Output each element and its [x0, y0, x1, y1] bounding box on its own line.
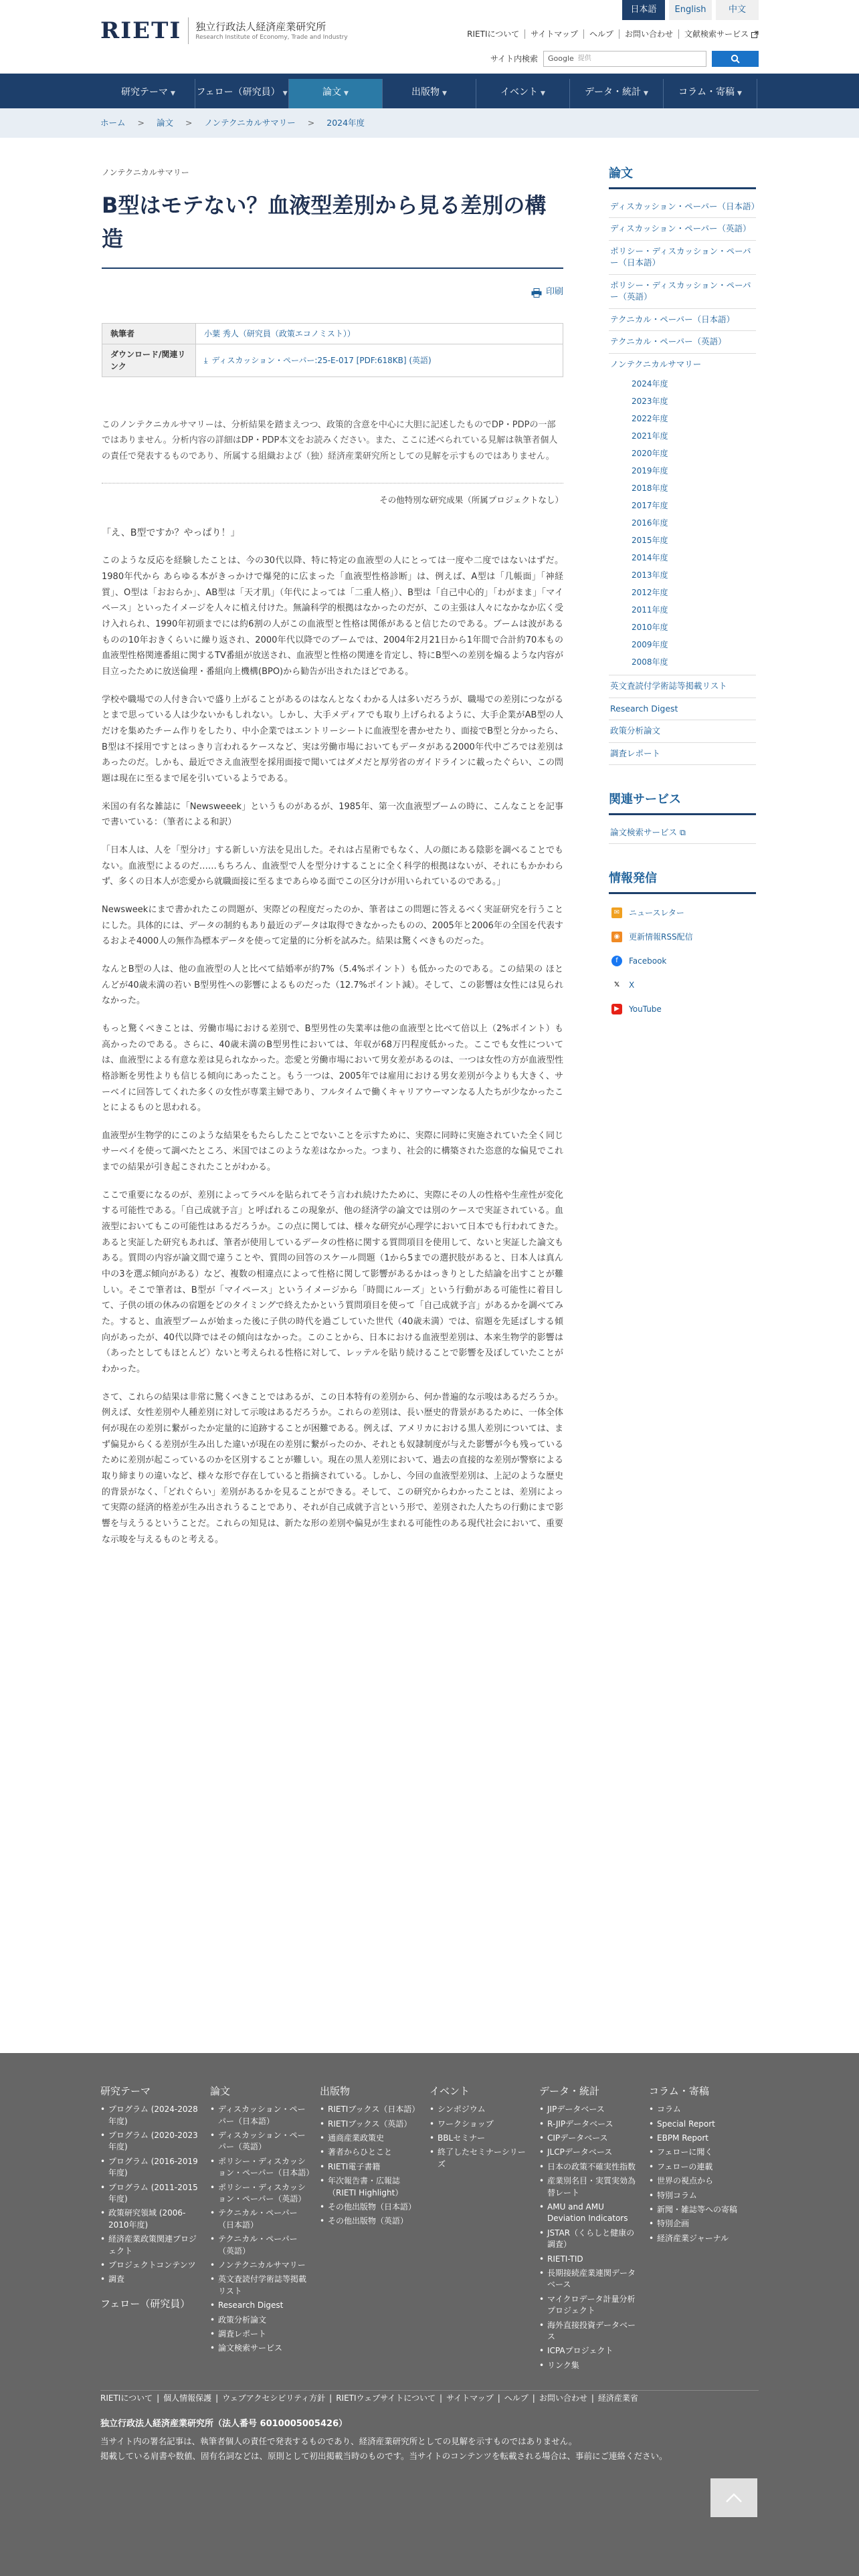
author-link[interactable]: 小葉 秀人（研究員（政策エコノミスト））: [204, 328, 355, 338]
util-about-label: RIETIについて: [467, 29, 520, 39]
newsletter-label: ニュースレター: [629, 907, 684, 918]
util-literature-search[interactable]: [679, 29, 759, 39]
util-about[interactable]: [462, 29, 525, 39]
footer-link[interactable]: • RIETIブックス（英語）: [320, 2119, 430, 2130]
newsletter-link[interactable]: [609, 901, 756, 925]
utility-links: [462, 29, 759, 39]
sidebar-item-research-digest[interactable]: Research Digest: [609, 698, 756, 721]
nav-events[interactable]: [476, 79, 570, 108]
footer-link[interactable]: • 経済産業ジャーナル: [649, 2233, 759, 2244]
sidebar-item-policy-analysis[interactable]: 政策分析論文: [609, 720, 756, 743]
footer-org: 独立行政法人経済産業研究所（法人番号 6010005005426）: [100, 2419, 348, 2429]
org-name-en: Research Institute of Economy, Trade and Industry: [195, 33, 348, 41]
footer-link[interactable]: • JLCPデータベース: [539, 2147, 649, 2158]
youtube-icon: ▶: [611, 1004, 622, 1014]
footer-column-title[interactable]: データ・統計: [539, 2085, 600, 2097]
footer-link[interactable]: • ICPAプロジェクト: [539, 2345, 649, 2357]
paragraph: 学校や職場での人付き合いで盛り上がることがあるのはなんとなくわかる人は多いだろうが、職場での差別につながるとまで思っている人は少ないかもしれない。しかし、大手メディアでも取り上げられるように、大手企業がAB型の人だけを集めたチーム作りをしたり、中小企業ではエントリーシートに血液型を書かせたり、面接でB型と分かったら、B型は不採用ですとはっきり言われるケースなど、実は労働市場においてもデータがある2000年代中ごろでは差別はあったのだ。しかも、最近でさえ血液型を採用面接で聞いてはダメだと厚労省のガイドラインに載ったぐらい、この問題は現在に至るまで尾を引いているようである。: [102, 694, 563, 784]
footer-link[interactable]: • 新聞・雑誌等への寄稿: [649, 2204, 759, 2216]
footer-link-separator: |: [215, 2393, 219, 2403]
footer-link[interactable]: • フェローの連載: [649, 2161, 759, 2173]
footer-link[interactable]: • 終了したセミナーシリーズ: [430, 2147, 539, 2170]
paragraph: Newsweekにまで書かれたこの問題が、実際どの程度だったのか、筆者はこの問題に答えるべく実証研究を行うことにした。具体的には、データの制約もあり最近のデータは取得できなかったものの、2005年と2006年の全国を代表するおよそ4000人の無作為標本データを使って定量的に分析を試みた。結果は驚くべきものだった。: [102, 904, 563, 947]
footer-link[interactable]: • JIPデータベース: [539, 2104, 649, 2115]
nav-publications[interactable]: [383, 79, 476, 108]
sidebar-item-dp-en[interactable]: ディスカッション・ペーパー（英語）: [609, 218, 756, 241]
sidebar-item-dp-jp[interactable]: ディスカッション・ペーパー（日本語）: [609, 196, 756, 219]
footer-link[interactable]: • EBPM Report: [649, 2133, 759, 2144]
sidebar-year-item[interactable]: 2015年度: [632, 536, 668, 545]
search-button[interactable]: [712, 51, 759, 67]
sidebar-year-list: [609, 375, 756, 671]
lang-japanese[interactable]: 日本語: [622, 0, 665, 20]
breadcrumb-home[interactable]: ホーム: [100, 118, 126, 128]
footer-link[interactable]: • 特別企画: [649, 2218, 759, 2230]
footer-link[interactable]: • BBLセミナー: [430, 2133, 539, 2144]
sidebar-item-nontech[interactable]: ノンテクニカルサマリー: [610, 358, 702, 369]
nav-label: 出版物: [411, 87, 440, 98]
dp-download-link[interactable]: ディスカッション・ペーパー:25-E-017 [PDF:618KB] (英語): [211, 355, 432, 365]
footer-link[interactable]: • 論文検索サービス: [210, 2343, 320, 2354]
logo-mark: RIETI: [100, 17, 182, 44]
nav-label: フェロー（研究員）: [196, 87, 280, 98]
footer-link[interactable]: • プログラム (2024-2028年度): [100, 2104, 210, 2127]
author-cell: [196, 323, 563, 344]
footer-divider: [100, 2390, 759, 2391]
footer-link[interactable]: • 年次報告書・広報誌（RIETI Highlight）: [320, 2175, 430, 2199]
footer-link-separator: |: [497, 2393, 500, 2403]
sidebar-item-survey-report[interactable]: 調査レポート: [609, 743, 756, 766]
paragraph: さて、これらの結果は非常に驚くべきことではあるが、この日本特有の差別から、何か普遍的な示唆はあるだろうか。例えば、女性差別や人種差別に対して示唆はあるだろうか。これらの差別は、長い歴史的背景があるために、一体全体何が現在の差別に繋がったか定量的に追跡することが困難である。例えば、アメリカにおける黒人差別については、まず偏見からくる差別が生み出した違いが現在の差別に繋がったのか、それとも奴隷制度が与えた影響が今も残っているために差別が起こっているのかを区別することが難しい。現在の黒人差別において、過去の直接的な差別が警察による取り締まりの違いなど、様々な形で存在していると指摘されている。しかし、今回の血液型差別は、上記のような歴史的背景がなく、「どれぐらい」差別があるかを見ることができる。そして、この研究からわかったことは、差別によって実際の経済的格差が生み出されうることであり、それが自己成就予言という形で、差別された人たちの行動にまで影響を与えうるということだ。これらの知見は、新たな形の差別や偏見が生まれる可能性のある現代社会において、重要な示唆を与えるものと考える。: [102, 1392, 563, 1545]
x-link[interactable]: [609, 973, 756, 997]
footer-link[interactable]: • RIETIブックス（日本語）: [320, 2104, 430, 2115]
sidebar-year-item[interactable]: 2013年度: [632, 570, 668, 580]
global-nav: [0, 74, 859, 108]
breadcrumb-papers[interactable]: 論文: [157, 118, 174, 128]
footer-column: [320, 2082, 430, 2371]
nav-data[interactable]: [570, 79, 664, 108]
footer-column-title[interactable]: コラム・寄稿: [649, 2085, 709, 2097]
sidebar-item-pdp-jp[interactable]: ポリシー・ディスカッション・ペーパー（日本語）: [609, 241, 756, 275]
download-cell: [196, 344, 563, 377]
breadcrumb: [0, 108, 859, 138]
sidebar-year-item[interactable]: 2008年度: [632, 657, 668, 667]
footer-link[interactable]: • 海外直接投資データベース: [539, 2320, 649, 2343]
paragraph: このような反応を経験したことは、今の30代以降、特に特定の血液型の人にとっては一度や二度ではないはずだ。1980年代から あらゆる本がきっかけで爆発的に広まった「血液型性格診断」は、例えば、A型は「几帳面」「神経質」、O型は「おおらか」、AB型は「天才肌」（年代によっては「二重人格」）、B型は「自己中心的」「わがまま」「マイペース」といったイメージを人々に植え付けた。無論科学的根拠はなかったのだが、この主張は人々になかなか広く受け入れられ、1990年初頭までには約6割の人がこの血液型と性格は関係があると信じたのである。ブームは波があるものの10年おきくらいに繰り返され、2000年代以降でのブームでは、2004年2月21日から1年間で合計約70本もの血液型性格関連番組に関するTV番組が放送され、血液型と性格の関連を肯定し、特にB型への差別を煽るような内容が目立ったために放送倫理・番組向上機構(BPO)から勧告が出されたほどである。: [102, 556, 563, 677]
footer-link[interactable]: • プログラム (2020-2023年度): [100, 2130, 210, 2153]
article: [102, 163, 563, 1547]
nav-label: コラム・寄稿: [678, 87, 735, 98]
article-category: ノンテクニカルサマリー: [102, 168, 189, 177]
sidebar-info: [609, 868, 756, 1021]
util-sitemap-label: サイトマップ: [531, 29, 578, 39]
sidebar-item-journal-list[interactable]: 英文査読付学術誌等掲載リスト: [609, 675, 756, 698]
paragraph: 「日本人は、人を「型分け」する新しい方法を見出した。それは占星術でもなく、人の顔にある陰影を調べることでもない。血液型によるのだ……もちろん、血液型で人を型分けすることに全く科学的根拠はないが、それにもかかわらず、多くの日本人が恋愛から就職面接に至るまであらゆる面でこの区分けが用いられているのである。」: [102, 845, 563, 887]
footer-links: [100, 2391, 642, 2405]
footer-fellows-title[interactable]: フェロー（研究員）: [100, 2297, 191, 2310]
rss-icon: ◉: [611, 932, 622, 942]
disclaimer-note: このノンテクニカルサマリーは、分析結果を踏まえつつ、政策的含意を中心に大胆に記述したものでDP・PDPの一部ではありません。分析内容の詳細はDP・PDP本文をお読みください。また、ここに述べられている見解は執筆者個人の責任で発表するものであり、所属する組織および（独）経済産業研究所としての見解を示すものではありません。: [102, 419, 558, 461]
footer-link[interactable]: • JSTAR（くらしと健康の調査）: [539, 2228, 649, 2251]
footer-link[interactable]: • ノンテクニカルサマリー: [210, 2260, 320, 2271]
lang-english[interactable]: English: [669, 0, 712, 20]
sidebar-services-title: 関連サービス: [609, 789, 756, 815]
sidebar-item-tp-jp[interactable]: テクニカル・ペーパー（日本語）: [609, 309, 756, 332]
site-logo[interactable]: [100, 17, 348, 44]
sidebar-item-paper-search[interactable]: [609, 822, 756, 845]
sidebar-year-item[interactable]: 2022年度: [632, 414, 668, 423]
footer-link-separator: |: [329, 2393, 332, 2403]
footer-link[interactable]: • 長期接続産業連関データベース: [539, 2268, 649, 2291]
nav-papers[interactable]: [289, 79, 383, 108]
nav-fellows[interactable]: [195, 79, 289, 108]
footer-link[interactable]: • 調査: [100, 2274, 210, 2285]
article-body: [102, 553, 563, 1547]
util-contact[interactable]: [619, 29, 679, 39]
footer-link[interactable]: • ポリシー・ディスカッション・ペーパー（英語）: [210, 2182, 320, 2206]
footer-link-separator: |: [440, 2393, 443, 2403]
rss-label: 更新情報RSS配信: [629, 932, 693, 942]
print-button[interactable]: [102, 285, 563, 300]
youtube-link[interactable]: [609, 997, 756, 1021]
org-name-jp: 独立行政法人経済産業研究所: [195, 20, 326, 33]
chevron-down-icon: ▼: [282, 90, 288, 97]
nav-label: データ・統計: [585, 87, 642, 98]
util-help[interactable]: [584, 29, 619, 39]
sidebar-year-item[interactable]: 2020年度: [632, 449, 668, 458]
util-literature-label: 文献検索サービス: [684, 29, 749, 39]
sidebar-year-item[interactable]: 2016年度: [632, 518, 668, 528]
search-label: サイト内検索: [490, 53, 538, 64]
facebook-link[interactable]: [609, 949, 756, 973]
chevron-down-icon: ▼: [644, 90, 648, 97]
sidebar-papers-title: 論文: [609, 163, 756, 189]
footer-bottom-link[interactable]: お問い合わせ: [539, 2393, 587, 2403]
lang-chinese[interactable]: 中文: [716, 0, 759, 20]
footer-link[interactable]: • 調査レポート: [210, 2329, 320, 2340]
footer-link[interactable]: • RIETI-TID: [539, 2254, 649, 2265]
breadcrumb-separator: >: [185, 118, 193, 128]
footer-copy: [100, 2434, 763, 2464]
logo-divider: [188, 17, 189, 44]
footer-link[interactable]: • シンポジウム: [430, 2104, 539, 2115]
chevron-down-icon: ▼: [344, 90, 349, 97]
nav-label: 論文: [322, 87, 342, 98]
sidebar-year-item[interactable]: 2023年度: [632, 397, 668, 406]
footer-link[interactable]: • テクニカル・ペーパー（英語）: [210, 2234, 320, 2257]
footer-link[interactable]: • ポリシー・ディスカッション・ペーパー（日本語）: [210, 2156, 320, 2179]
facebook-label: Facebook: [629, 956, 667, 966]
footer-link[interactable]: • プログラム (2016-2019年度): [100, 2156, 210, 2179]
util-contact-label: お問い合わせ: [624, 29, 673, 39]
paragraph: ここで重要になるのが、差別によってラベルを貼られてそう言われ続けたために、実際にその人の性格や生産性が変化する可能性である。「自己成就予言」と呼ばれるこの現象が、他の経済学の論文では別のケースで実証されている。血液型においてもこの可能性はあるだろうか。この点に関しては、様々な研究が心理学において日本でも行われてきた。あると実証した研究もあれば、筆者が使用しているデータの性格に関する質問項目を使用して、ないと実証した論文もある。質問の内容が論文間で違うことや、質問の回答のスケール問題（1から5までの選択肢があると、日本人は真ん中の3を選ぶ傾向がある）など、複数の相違点によって性格に関して影響があるかはっきりとした結論を出すことが難しい。そこで筆者は、B型が「マイペース」というイメージから「時間にルーズ」という行動がある可能性に着目して、子供の頃の休みの宿題をどのタイミングで終えたかという質問項目を使って「自己成就予言」があるかを調べてみた。すると、血液型ブームが始まった後に子供の時代を過ごしていた世代（40歳未満）では、宿題を先延ばしする傾向があったが、40代以降ではその傾向はなかった。このことから、日本における血液型差別は、本来生物学的影響は（あったとしてもほとんど）ないと考えられる性格に対して、レッテルを貼り続けることで影響を及ぼしていたことがわかった。: [102, 1190, 563, 1375]
sidebar-item-tp-en[interactable]: テクニカル・ペーパー（英語）: [609, 331, 756, 354]
footer-link[interactable]: • リンク集: [539, 2360, 649, 2371]
facebook-icon: f: [611, 956, 622, 966]
footer-link[interactable]: • 政策分析論文: [210, 2315, 320, 2326]
external-link-icon: ⧉: [680, 827, 686, 837]
footer-link[interactable]: • AMU and AMU Deviation Indicators: [539, 2202, 649, 2225]
footer-link[interactable]: • R-JIPデータベース: [539, 2119, 649, 2130]
footer-link[interactable]: • ワークショップ: [430, 2119, 539, 2130]
footer-column-title[interactable]: 研究テーマ: [100, 2085, 151, 2097]
chevron-up-icon: [725, 2492, 743, 2503]
sidebar-year-item[interactable]: 2011年度: [632, 605, 668, 615]
footer-column: [210, 2082, 320, 2371]
sidebar-info-title: 情報発信: [609, 868, 756, 894]
paragraph: なんとB型の人は、他の血液型の人と比べて結婚率が約7%（5.4%ポイント）も低かったのである。この結果の ほとんどが40歳未満の若い B型男性への影響によるものだった（12.7%ポイント減）。そして、この影響は女性には見られなかった。: [102, 964, 563, 1006]
printer-icon: [531, 288, 542, 298]
footer-link-separator: |: [591, 2393, 594, 2403]
chevron-down-icon: ▼: [737, 90, 742, 97]
download-key: ダウンロード/関連リンク: [102, 344, 196, 377]
footer-bottom-link[interactable]: RIETIウェブサイトについて: [336, 2393, 436, 2403]
article-meta-table: [102, 323, 563, 377]
site-header: [0, 0, 859, 74]
footer-link[interactable]: • マイクロデータ計量分析プロジェクト: [539, 2294, 649, 2317]
footer-link[interactable]: • プログラム (2011-2015年度): [100, 2182, 210, 2206]
nav-research-themes[interactable]: [102, 79, 195, 108]
footer-link[interactable]: • ディスカッション・ペーパー（日本語）: [210, 2104, 320, 2127]
youtube-label: YouTube: [629, 1004, 662, 1014]
sidebar-year-item[interactable]: 2012年度: [632, 588, 668, 597]
footer-link[interactable]: • ディスカッション・ペーパー（英語）: [210, 2130, 320, 2153]
footer-link-separator: |: [157, 2393, 160, 2403]
footer-link[interactable]: • 英文査読付学術誌等掲載リスト: [210, 2274, 320, 2297]
footer-link[interactable]: • 日本の政策不確実性指数: [539, 2161, 649, 2173]
nav-label: 研究テーマ: [121, 87, 169, 98]
footer-link[interactable]: • コラム: [649, 2104, 759, 2115]
sidebar-item-label: 論文検索サービス: [610, 827, 678, 837]
breadcrumb-separator: >: [137, 118, 145, 128]
search-placeholder: 提供: [577, 55, 591, 63]
footer-column: [430, 2082, 539, 2371]
logo-text: [195, 20, 347, 42]
sidebar-year-item[interactable]: 2009年度: [632, 640, 668, 649]
chevron-down-icon: ▼: [171, 90, 175, 97]
sidebar-year-item[interactable]: 2021年度: [632, 431, 668, 441]
project-affiliation: その他特別な研究成果（所属プロジェクトなし）: [379, 495, 563, 506]
footer-link[interactable]: • 産業別名目・実質実効為替レート: [539, 2175, 649, 2199]
footer-bottom-link[interactable]: 経済産業省: [597, 2393, 638, 2403]
footer-link[interactable]: • Research Digest: [210, 2300, 320, 2311]
footer-link[interactable]: • プロジェクトコンテンツ: [100, 2260, 210, 2271]
chevron-down-icon: ▼: [442, 90, 447, 97]
footer-column: [100, 2082, 210, 2371]
footer-column: [649, 2082, 759, 2371]
footer-column: [539, 2082, 649, 2371]
breadcrumb-separator: >: [307, 118, 315, 128]
paragraph: 血液型が生物学的にこのような結果をもたらしたことでないことを示すために、実際に同時に実施されていた全く同じサーベイを使って調べたところ、米国ではこのような差はなかった。つまり、社会的に構築された恣意的な偏見でこれまでの結果が引き起こされたことがわかる。: [102, 1130, 563, 1173]
footer-link[interactable]: • その他出版物（日本語）: [320, 2202, 430, 2213]
search-icon: [731, 54, 740, 64]
search-google-label: Google: [548, 54, 574, 64]
rss-link[interactable]: [609, 925, 756, 949]
x-label: X: [629, 980, 635, 990]
breadcrumb-nontech[interactable]: ノンテクニカルサマリー: [204, 118, 296, 128]
footer-link[interactable]: • その他出版物（英語）: [320, 2216, 430, 2227]
sidebar-year-item[interactable]: 2024年度: [632, 379, 668, 389]
footer-bottom-link[interactable]: 個人情報保護: [163, 2393, 212, 2403]
external-link-icon: [751, 31, 759, 38]
divider: [102, 483, 563, 484]
footer-link[interactable]: • RIETI電子書籍: [320, 2161, 430, 2173]
page-title: B型はモテない？血液型差別から見る差別の構造: [102, 189, 563, 269]
footer-link[interactable]: • 経済産業政策関連プロジェクト: [100, 2234, 210, 2257]
mail-icon: ✉: [611, 907, 622, 918]
footer-bottom-link[interactable]: RIETIについて: [100, 2393, 153, 2403]
footer-column-title[interactable]: 論文: [210, 2085, 231, 2097]
back-to-top-button[interactable]: [710, 2478, 757, 2517]
footer-link[interactable]: • Special Report: [649, 2119, 759, 2130]
sidebar-year-item[interactable]: 2017年度: [632, 501, 668, 510]
util-sitemap[interactable]: [525, 29, 584, 39]
search-input[interactable]: [543, 51, 706, 67]
footer-bottom-link[interactable]: ヘルプ: [504, 2393, 529, 2403]
language-switcher: [622, 0, 759, 20]
lead-quote: 「え、B型ですか？やっぱり！」: [102, 527, 240, 538]
sidebar-year-item[interactable]: 2019年度: [632, 466, 668, 475]
footer-link[interactable]: • フェローに聞く: [649, 2147, 759, 2158]
footer-copy-line: 当サイト内の署名記事は、執筆者個人の責任で発表するものであり、経済産業研究所としての見解を示すものではありません。: [100, 2436, 577, 2446]
sidebar: [609, 163, 760, 1021]
util-help-label: ヘルプ: [589, 29, 613, 39]
footer-columns: [100, 2082, 759, 2371]
print-label: 印刷: [545, 287, 563, 298]
footer-link-separator: |: [532, 2393, 535, 2403]
footer-column-title[interactable]: イベント: [430, 2085, 470, 2097]
footer-bottom-link[interactable]: ウェブアクセシビリティ方針: [222, 2393, 326, 2403]
sidebar-year-item[interactable]: 2014年度: [632, 553, 668, 562]
footer-column-title[interactable]: 出版物: [320, 2085, 351, 2097]
footer-link[interactable]: • CIPデータベース: [539, 2133, 649, 2144]
footer-link[interactable]: • テクニカル・ペーパー（日本語）: [210, 2208, 320, 2231]
nav-label: イベント: [500, 87, 539, 98]
footer-link[interactable]: • 特別コラム: [649, 2190, 759, 2202]
author-key: 執筆者: [102, 323, 196, 344]
site-search: [490, 51, 759, 67]
chevron-down-icon: ▼: [541, 90, 545, 97]
breadcrumb-year[interactable]: 2024年度: [326, 118, 365, 128]
sidebar-year-item[interactable]: 2010年度: [632, 623, 668, 632]
footer-link[interactable]: • 通商産業政策史: [320, 2133, 430, 2144]
footer-copy-line: 掲載している肩書や数値、固有名詞などは、原則として初出掲載当時のものです。当サイトのコンテンツを転載される場合は、事前にご連絡ください。: [100, 2450, 668, 2461]
nav-columns[interactable]: [664, 79, 757, 108]
sidebar-year-item[interactable]: 2018年度: [632, 484, 668, 493]
download-icon: ⤓: [204, 355, 208, 365]
paragraph: 米国の有名な雑誌に「Newsweeek」というものがあるが、1985年、第一次血液型ブームの時に、こんなことを記事で書いている：（筆者による和訳）: [102, 801, 563, 828]
footer-link[interactable]: • 世界の視点から: [649, 2175, 759, 2187]
footer-bottom-link[interactable]: サイトマップ: [446, 2393, 494, 2403]
sidebar-item-pdp-en[interactable]: ポリシー・ディスカッション・ペーパー（英語）: [609, 275, 756, 309]
footer-link[interactable]: • 政策研究領域 (2006-2010年度): [100, 2208, 210, 2231]
footer-link[interactable]: • 著者からひとこと: [320, 2147, 430, 2158]
paragraph: もっと驚くべきことは、労働市場における差別で、B型男性の失業率は他の血液型と比べて倍以上（2%ポイント）も高かったのである。さらに、40歳未満のB型男性においては、年収が68万円程度低かった。ここでも女性については、血液型による有意な差は見られなかった。恋愛と労働市場において男女差があるのは、一つは女性の方が血液型性格診断を男性よりも信じる傾向にあったこと。もう一つは、2005年では雇用における男女差別が今よりも大きく、サーベイに回答してくれた多くの女性が専業主婦であり、フルタイムで働くキャリアウーマンなる人たちが少なかったことによるものと思われる。: [102, 1023, 563, 1113]
x-icon: 𝕏: [611, 980, 622, 990]
sidebar-services: [609, 789, 756, 844]
